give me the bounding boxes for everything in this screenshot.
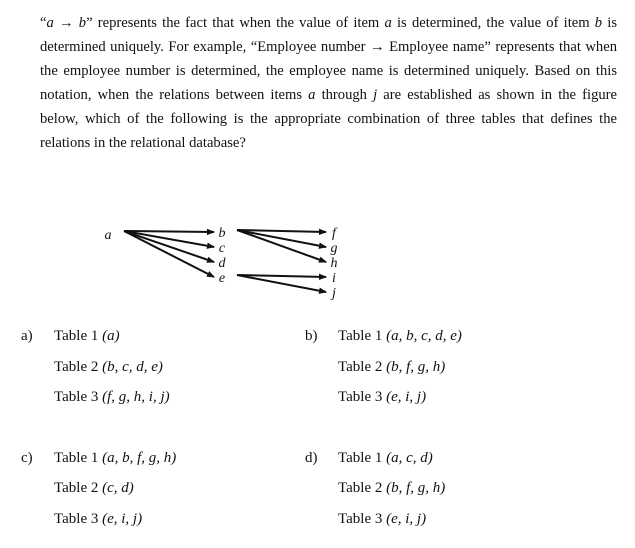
- option-c-table-2: Table 2 (c, d): [54, 480, 134, 496]
- option-d-table-3: Table 3 (e, i, j): [338, 511, 427, 527]
- option-d-letter: d): [305, 450, 318, 466]
- option-a-table-2: Table 2 (b, c, d, e): [54, 359, 163, 375]
- option-d-table-1: Table 1 (a, c, d): [338, 450, 433, 466]
- option-b-table-1: Table 1 (a, b, c, d, e): [338, 328, 462, 344]
- option-c-table-3: Table 3 (e, i, j): [54, 511, 143, 527]
- item-label-e: e: [218, 271, 226, 286]
- option-d-table-2: Table 2 (b, f, g, h): [338, 480, 446, 496]
- item-label-a: a: [104, 228, 112, 243]
- option-a-table-1: Table 1 (a): [54, 328, 120, 344]
- item-label-c: c: [218, 241, 226, 256]
- item-label-i: i: [332, 271, 336, 286]
- question-text: “a → b” represents the fact that when the value of item a is determined, the value of item b is determined uniquely. For example, “Employee number → Employee name” represents that when the employee number is determined, the employee name is determined uniquely. Based on this notation, when the relations between items a through j are established as shown in the figure below, which of the following is the appropriate combination of three tables that defines the relations in the relational database?: [40, 15, 618, 151]
- option-b-table-2: Table 2 (b, f, g, h): [338, 359, 446, 375]
- option-b-letter: b): [305, 328, 318, 344]
- item-label-g: g: [330, 241, 338, 256]
- item-label-h: h: [330, 256, 338, 271]
- arrow-a-to-e: [124, 231, 214, 277]
- item-label-d: d: [218, 256, 226, 271]
- arrow-a-to-d: [124, 231, 214, 262]
- option-a-letter: a): [21, 328, 33, 344]
- item-label-f: f: [332, 226, 336, 241]
- arrow-a-to-b: [124, 231, 214, 232]
- option-c-table-1: Table 1 (a, b, f, g, h): [54, 450, 177, 466]
- option-b-table-3: Table 3 (e, i, j): [338, 389, 427, 405]
- item-label-b: b: [218, 226, 226, 241]
- option-a-table-3: Table 3 (f, g, h, i, j): [54, 389, 170, 405]
- option-c-letter: c): [21, 450, 33, 466]
- arrow-b-to-h: [237, 230, 326, 262]
- item-label-j: j: [332, 286, 336, 301]
